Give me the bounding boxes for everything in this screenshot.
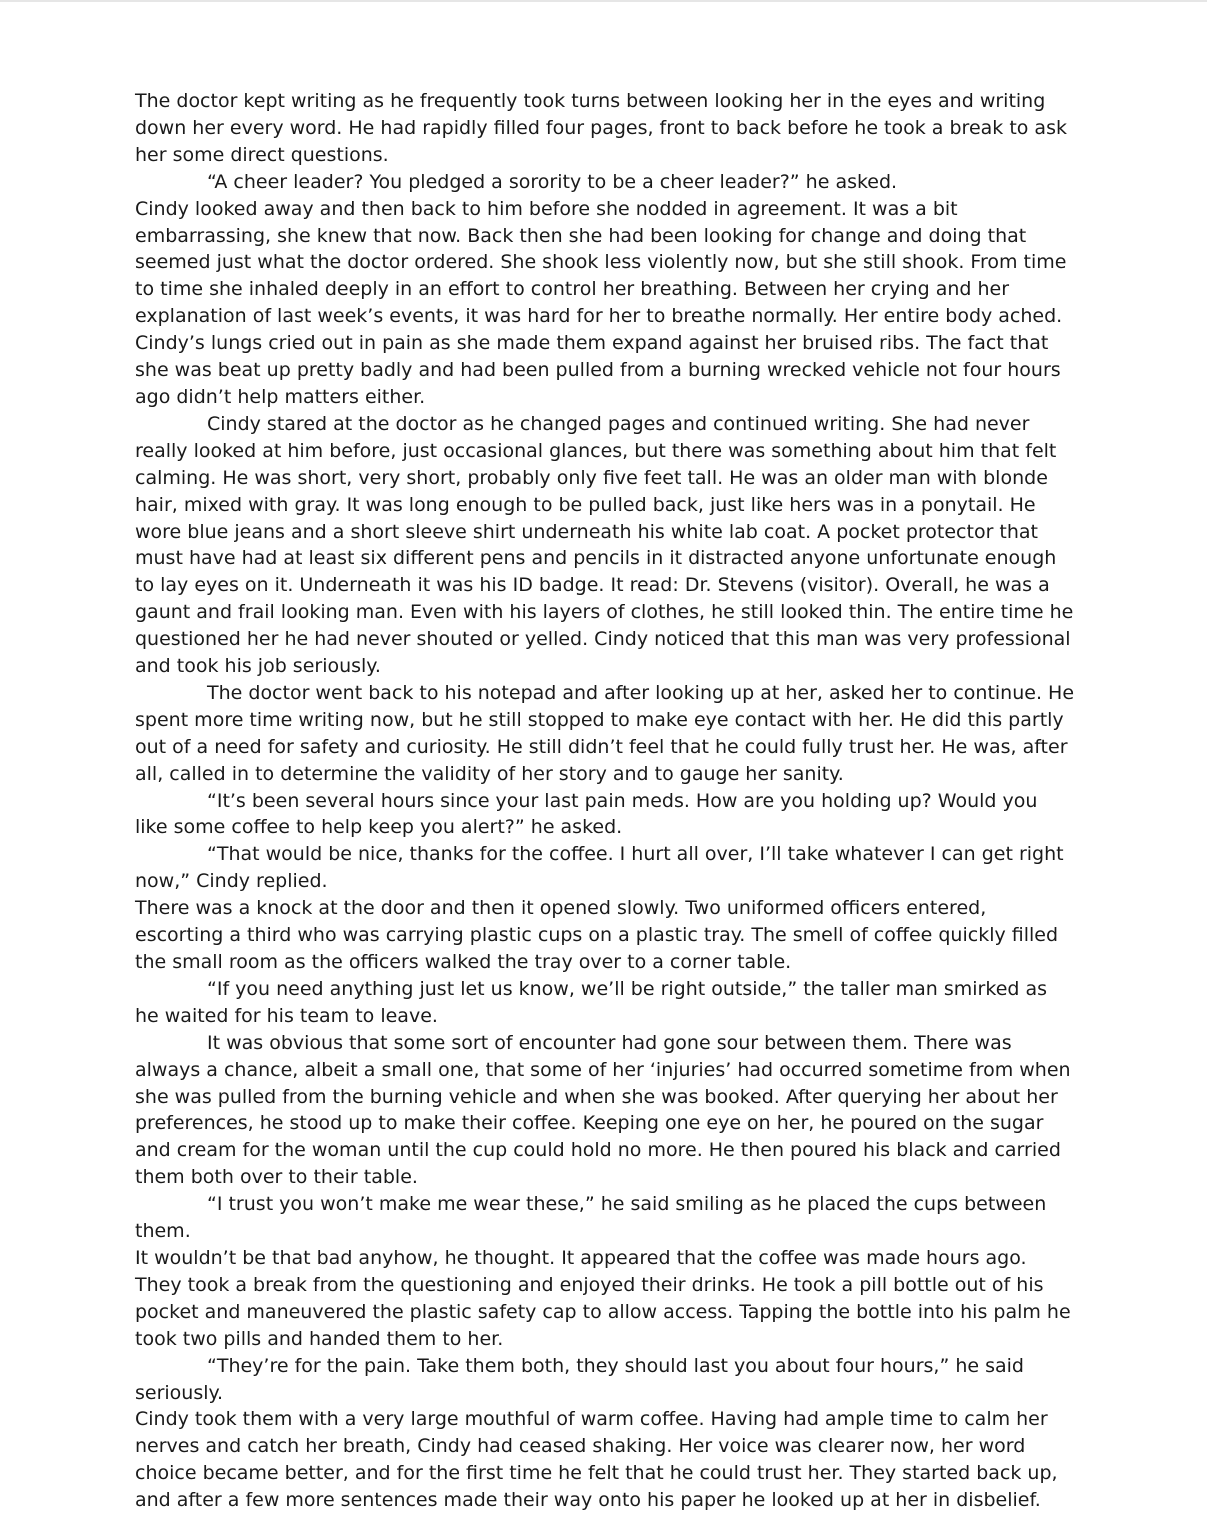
document-body — [135, 88, 1075, 1514]
paragraph: “If you need anything just let us know, we’ll be right outside,” the taller man smirked as he waited for his team to leave. — [135, 977, 1048, 1027]
top-border — [0, 0, 1207, 2]
paragraph: The doctor went back to his notepad and after looking up at her, asked her to continue. He spent more time writing now, but he still stopped to make eye contact with her. He did this partly out of a need for safety and curiosity. He still didn’t feel that he could fully trust her. He was, after all, called in to determine the validity of her story and to gauge her sanity. — [135, 681, 1075, 785]
paragraph: There was a knock at the door and then it opened slowly. Two uniformed officers entered, escorting a third who was carrying plastic cups on a plastic tray. The smell of coffee quickly filled the small room as the officers walked the tray over to a corner table. — [135, 897, 1059, 973]
paragraph: “They’re for the pain. Take them both, they should last you about four hours,” he said seriously. — [135, 1354, 1024, 1404]
paragraph: It wouldn’t be that bad anyhow, he thought. It appeared that the coffee was made hours ago. They took a break from the questioning and enjoyed their drinks. He took a pill bottle out of his pocket and maneuvered the plastic safety cap to allow access. Tapping the bottle into his palm he took two pills and handed them to her. — [135, 1246, 1071, 1350]
paragraph: Cindy looked away and then back to him before she nodded in agreement. It was a bit embarrassing, she knew that now. Back then she had been looking for change and doing that seemed just what the doctor ordered. She shook less violently now, but she still shook. From time to time she inhaled deeply in an effort to control her breathing. Between her crying and her explanation of last week’s events, it was hard for her to breathe normally. Her entire body ached. Cindy’s lungs cried out in pain as she made them expand against her bruised ribs. The fact that she was beat up pretty badly and had been pulled from a burning wrecked vehicle not four hours ago didn’t help matters either. — [135, 197, 1067, 408]
paragraph: “That would be nice, thanks for the coffee. I hurt all over, I’ll take whatever I can get right now,” Cindy replied. — [135, 843, 1064, 893]
paragraph: “It’s been several hours since your last pain meds. How are you holding up? Would you like some coffee to help keep you alert?” he asked. — [135, 789, 1038, 839]
paragraph: It was obvious that some sort of encounter had gone sour between them. There was always a chance, albeit a small one, that some of her ‘injuries’ had occurred sometime from when she was pulled from the burning vehicle and when she was booked. After querying her about her preferences, he stood up to make their coffee. Keeping one eye on her, he poured on the sugar and cream for the woman until the cup could hold no more. He then poured his black and carried them both over to their table. — [135, 1031, 1071, 1189]
paragraph: Cindy took them with a very large mouthful of warm coffee. Having had ample time to calm her nerves and catch her breath, Cindy had ceased shaking. Her voice was clearer now, her word choice became better, and for the first time he felt that he could trust her. They started back up, and after a few more sentences made their way onto his paper he looked up at her in disbelief. — [135, 1408, 1058, 1512]
paragraph: Cindy stared at the doctor as he changed pages and continued writing. She had never really looked at him before, just occasional glances, but there was something about him that felt calming. He was short, very short, probably only five feet tall. He was an older man with blonde hair, mixed with gray. It was long enough to be pulled back, just like hers was in a ponytail. He wore blue jeans and a short sleeve shirt underneath his white lab coat. A pocket protector that must have had at least six different pens and pencils in it distracted anyone unfortunate enough to lay eyes on it. Underneath it was his ID badge. It read: Dr. Stevens (visitor). Overall, he was a gaunt and frail looking man. Even with his layers of clothes, he still looked thin. The entire time he questioned her he had never shouted or yelled. Cindy noticed that this man was very professional and took his job seriously. — [135, 412, 1074, 678]
paragraph: “I trust you won’t make me wear these,” he said smiling as he placed the cups between them. — [135, 1193, 1047, 1243]
paragraph: The doctor kept writing as he frequently took turns between looking her in the eyes and writing down her every word. He had rapidly filled four pages, front to back before he took a break to ask her some direct questions. — [135, 90, 1067, 166]
paragraph: “A cheer leader? You pledged a sorority to be a cheer leader?” he asked. — [207, 170, 898, 193]
